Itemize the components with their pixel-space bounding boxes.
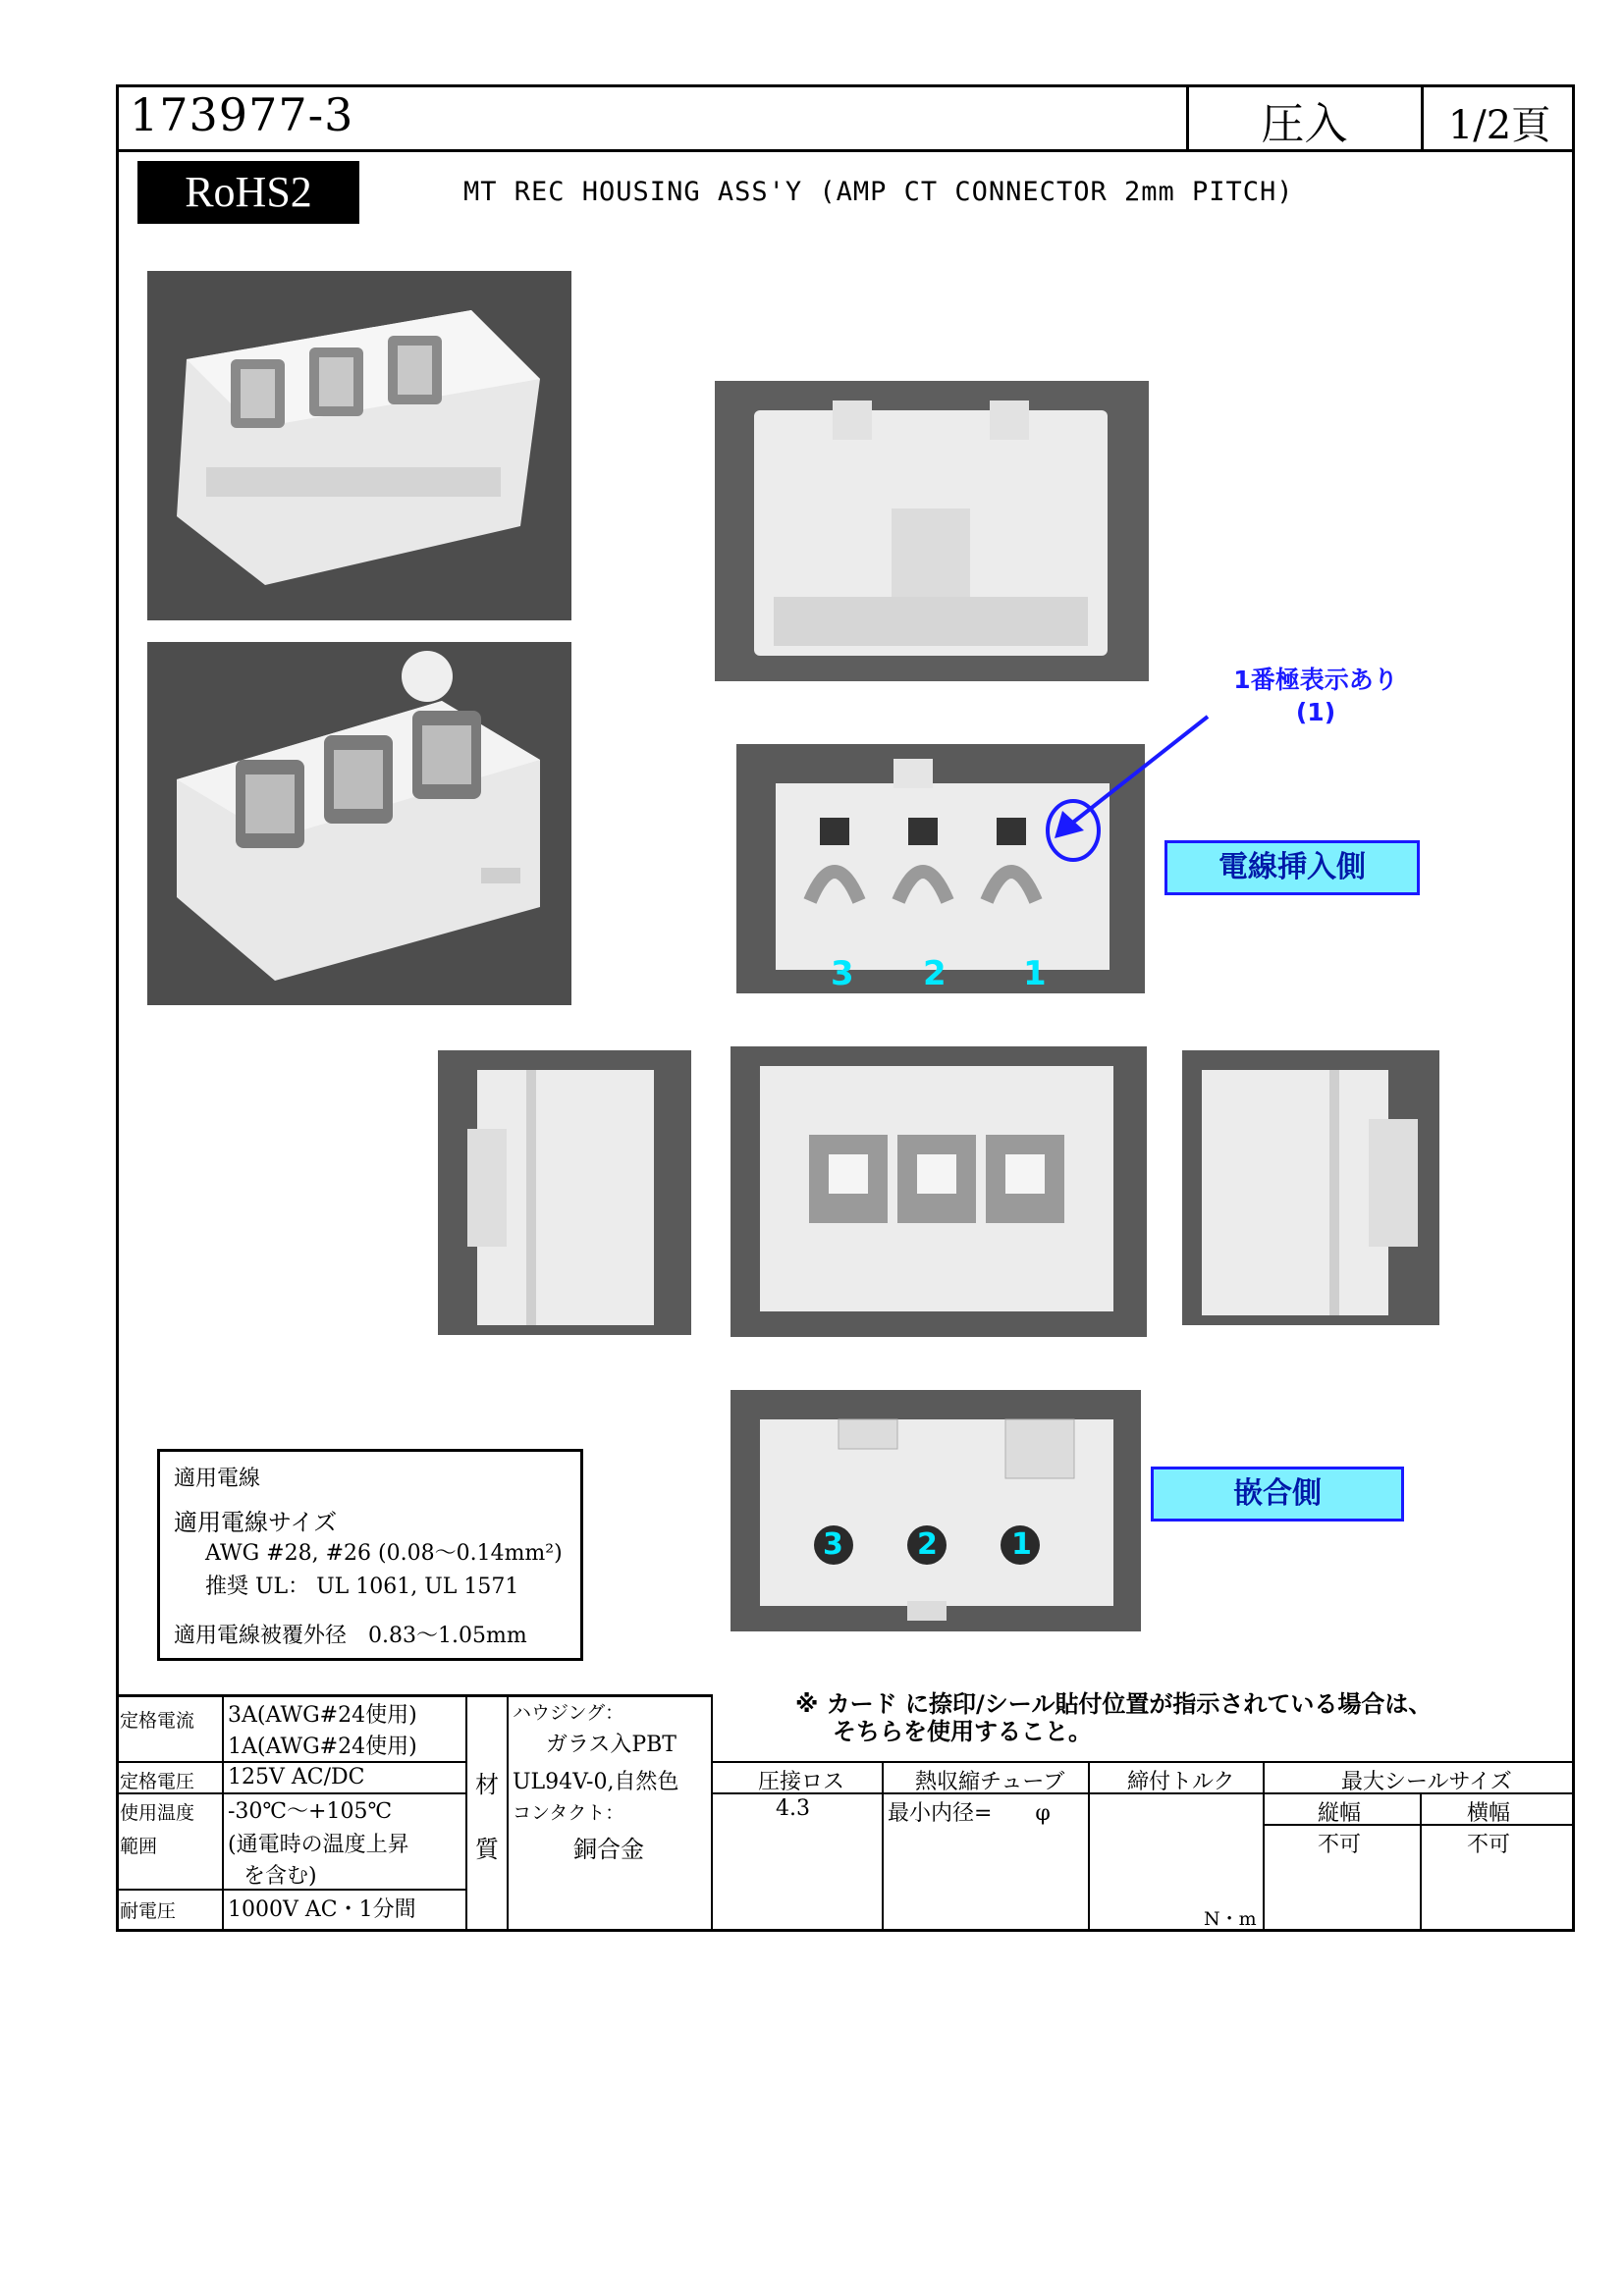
wire-size-label: 適用電線サイズ xyxy=(174,1509,338,1536)
mating-pin-number-3: 3 xyxy=(823,1527,843,1562)
connector-photo-isometric-back xyxy=(147,642,571,1005)
page-number: 1/2頁 xyxy=(1447,103,1551,148)
seal-width-label: 横幅 xyxy=(1467,1801,1511,1826)
material-label-1: 材 xyxy=(475,1771,499,1798)
spec-table-col xyxy=(1263,1761,1265,1932)
spec-table-line xyxy=(711,1761,1575,1763)
torque-unit: N・m xyxy=(1204,1908,1257,1930)
temp-label-1: 使用温度 xyxy=(120,1802,195,1824)
spec-table-col xyxy=(711,1694,713,1932)
housing-material-1: ガラス入PBT xyxy=(546,1733,677,1757)
seal-height-label: 縦幅 xyxy=(1318,1801,1362,1826)
crimp-loss-label: 圧接ロス xyxy=(758,1770,845,1794)
heat-shrink-label: 熱収縮チューブ xyxy=(915,1770,1065,1794)
wire-box-title: 適用電線 xyxy=(174,1467,261,1491)
pin-number-3: 3 xyxy=(831,954,854,993)
spec-table-line xyxy=(116,1761,465,1763)
pin-number-2: 2 xyxy=(923,954,947,993)
wire-awg: AWG #28, #26 (0.08〜0.14mm²) xyxy=(205,1541,563,1566)
product-description: MT REC HOUSING ASS'Y (AMP CT CONNECTOR 2mm PITCH) xyxy=(463,177,1294,207)
contact-material: 銅合金 xyxy=(573,1836,644,1863)
heat-shrink-value: 最小内径= φ xyxy=(888,1801,1051,1826)
connector-photo-mating-side xyxy=(731,1390,1141,1631)
temp-range: -30℃〜+105℃ xyxy=(228,1799,393,1824)
seal-width-value: 不可 xyxy=(1467,1833,1511,1857)
marking-note: ※ カード に捺印/シール貼付位置が指示されている場合は、 そちらを使用すること。 xyxy=(795,1690,1433,1745)
rated-current-1: 3A(AWG#24使用) xyxy=(228,1703,417,1728)
connector-photo-bottom-view xyxy=(731,1046,1147,1337)
crimp-loss-value: 4.3 xyxy=(776,1796,810,1821)
applicable-wire-box xyxy=(157,1449,583,1661)
assembly-method: 圧入 xyxy=(1261,99,1348,149)
spec-table-col xyxy=(882,1761,884,1932)
spec-table-top xyxy=(116,1694,711,1697)
temp-note-1: (通電時の温度上昇 xyxy=(228,1833,409,1857)
spec-table-col xyxy=(1420,1792,1422,1932)
spec-table-col xyxy=(1088,1761,1090,1932)
seal-height-value: 不可 xyxy=(1318,1833,1362,1857)
pin1-marking-note: 1番極表示あり (1) xyxy=(1233,666,1398,726)
material-label-2: 質 xyxy=(475,1836,499,1863)
max-seal-label: 最大シールサイズ xyxy=(1341,1770,1512,1794)
rated-voltage: 125V AC/DC xyxy=(228,1765,365,1789)
withstand-label: 耐電圧 xyxy=(120,1900,177,1922)
connector-photo-right-side xyxy=(1182,1050,1439,1325)
wire-insert-side-label: 電線挿入側 xyxy=(1164,840,1420,895)
housing-label: ハウジング： xyxy=(513,1702,624,1724)
temp-note-2: を含む) xyxy=(244,1864,317,1889)
connector-photo-top-view xyxy=(715,381,1149,681)
mating-side-label: 嵌合側 xyxy=(1151,1467,1404,1522)
rohs-badge: RoHS2 xyxy=(137,161,359,224)
spec-table-col xyxy=(507,1694,509,1932)
mating-pin-number-2: 2 xyxy=(917,1527,938,1562)
housing-material-2: UL94V-0,自然色 xyxy=(513,1770,679,1794)
temp-label-2: 範囲 xyxy=(120,1836,158,1857)
contact-label: コンタクト： xyxy=(513,1802,624,1824)
part-number: 173977-3 xyxy=(130,88,354,141)
rated-current-label: 定格電流 xyxy=(120,1710,195,1732)
torque-label: 締付トルク xyxy=(1127,1770,1235,1794)
wire-recommended-ul: 推奨 UL： UL 1061, UL 1571 xyxy=(205,1575,519,1599)
spec-table-col xyxy=(465,1694,467,1932)
pin-number-1: 1 xyxy=(1023,954,1047,993)
mating-pin-number-1: 1 xyxy=(1011,1527,1032,1562)
withstand-voltage: 1000V AC・1分間 xyxy=(228,1897,416,1922)
spec-table-col xyxy=(222,1694,224,1932)
connector-photo-isometric-top xyxy=(147,271,571,620)
connector-photo-left-side xyxy=(438,1050,691,1335)
rated-voltage-label: 定格電圧 xyxy=(120,1771,195,1792)
rated-current-2: 1A(AWG#24使用) xyxy=(228,1735,417,1759)
spec-table-line xyxy=(1263,1824,1575,1826)
wire-outer-diameter: 適用電線被覆外径 0.83〜1.05mm xyxy=(174,1624,527,1648)
